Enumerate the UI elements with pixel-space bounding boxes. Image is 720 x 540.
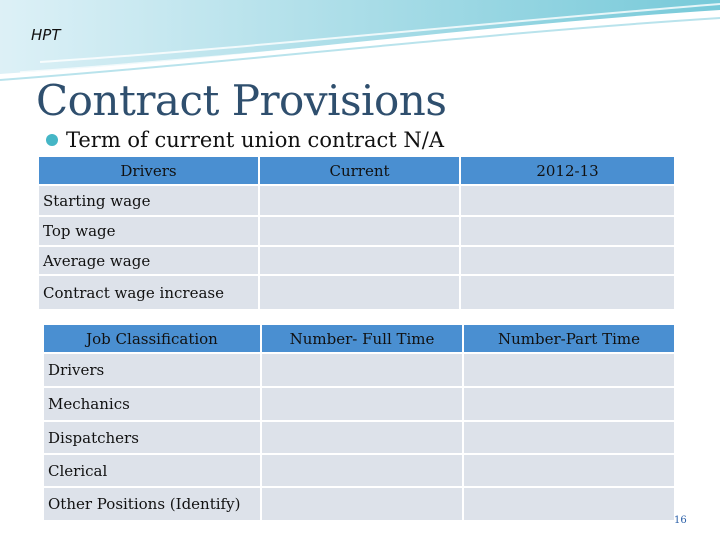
- table-row: [38, 185, 675, 216]
- header-cell: Job Classification: [43, 324, 261, 353]
- row-label: Contract wage increase: [38, 275, 259, 310]
- page-title: Contract Provisions: [36, 76, 447, 125]
- table-cell: [460, 185, 675, 216]
- wage-table: [37, 155, 676, 311]
- table-cell: [460, 246, 675, 275]
- table-cell: [261, 487, 463, 521]
- row-label: Starting wage: [38, 185, 259, 216]
- table-cell: [463, 421, 675, 454]
- row-label: Other Positions (Identify): [43, 487, 261, 521]
- table-row: [43, 454, 675, 487]
- row-label: Drivers: [43, 353, 261, 387]
- table-cell: [463, 353, 675, 387]
- table-header-row: [43, 324, 675, 353]
- staffing-table: [42, 323, 676, 522]
- brand-label: HPT: [31, 26, 61, 44]
- slide-number: 16: [674, 515, 687, 526]
- table-cell: [463, 487, 675, 521]
- table-row: [38, 216, 675, 246]
- table-cell: [261, 421, 463, 454]
- bullet-text: Term of current union contract N/A: [66, 128, 444, 152]
- table-row: [38, 275, 675, 310]
- table-cell: [463, 387, 675, 421]
- header-cell: Drivers: [38, 156, 259, 185]
- row-label: Clerical: [43, 454, 261, 487]
- table-row: [43, 353, 675, 387]
- table-header-row: [38, 156, 675, 185]
- table-cell: [261, 387, 463, 421]
- table-cell: [261, 454, 463, 487]
- header-cell: Number-Part Time: [463, 324, 675, 353]
- bullet-icon: [46, 134, 58, 146]
- row-label: Average wage: [38, 246, 259, 275]
- table-cell: [259, 216, 460, 246]
- table-row: [43, 487, 675, 521]
- table-cell: [460, 275, 675, 310]
- header-cell: Current: [259, 156, 460, 185]
- header-cell: Number- Full Time: [261, 324, 463, 353]
- table-cell: [261, 353, 463, 387]
- table-cell: [259, 275, 460, 310]
- table-row: [43, 387, 675, 421]
- header-cell: 2012-13: [460, 156, 675, 185]
- row-label: Dispatchers: [43, 421, 261, 454]
- table-cell: [460, 216, 675, 246]
- row-label: Top wage: [38, 216, 259, 246]
- table-cell: [259, 185, 460, 216]
- table-row: [43, 421, 675, 454]
- table-row: [38, 246, 675, 275]
- table-cell: [463, 454, 675, 487]
- table-cell: [259, 246, 460, 275]
- row-label: Mechanics: [43, 387, 261, 421]
